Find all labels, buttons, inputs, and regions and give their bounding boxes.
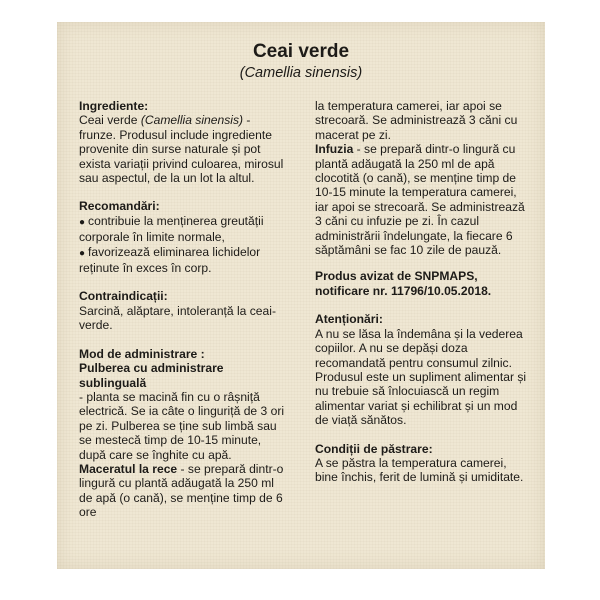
product-title: Ceai verde xyxy=(252,41,350,62)
approval-section xyxy=(315,269,527,298)
administration-continued xyxy=(315,99,527,257)
warnings-text: A nu se lăsa la îndemâna și la vederea copiilor. A nu se depăși doza recomandată pentru consumul zilnic. Produsul este un supliment alimentar și nu trebuie să înlocuiască un regim alimentar variat și echilibrat și un mod de viață sănătos. xyxy=(315,326,527,428)
storage-heading: Condiții de păstrare: xyxy=(315,441,433,456)
infusion-label: Infuzia xyxy=(315,142,354,157)
macerate-text-body: - se prepară dintr-o lingură cu plantă adăugată la 250 ml de apă (o cană), se menține timp de 6 ore xyxy=(79,461,284,520)
left-column xyxy=(79,99,289,534)
contraindications-section xyxy=(79,289,289,332)
powder-heading: Pulberea cu administrare sublinguală xyxy=(79,361,224,390)
contraindications-text: Sarcină, alăptare, intoleranță la ceai-verde. xyxy=(79,303,276,333)
contraindications-heading: Contraindicații: xyxy=(79,289,168,304)
recommendations-heading: Recomandări: xyxy=(79,199,160,214)
right-column xyxy=(315,99,527,499)
administration-heading: Mod de administrare : xyxy=(79,346,205,361)
recommendations-section xyxy=(79,199,289,275)
macerate-continued: la temperatura camerei, iar apoi se strecoară. Se administrează 3 căni cu macerat pe zi. xyxy=(315,99,518,142)
warnings-section xyxy=(315,312,527,427)
recommendation-item: ● favorizează eliminarea lichidelor reținute în exces în corp. xyxy=(79,245,289,276)
approval-text: Produs avizat de SNPMAPS, notificare nr. 11796/10.05.2018. xyxy=(315,269,492,298)
product-label xyxy=(57,22,545,569)
storage-section xyxy=(315,442,527,485)
ingredients-heading: Ingrediente: xyxy=(79,99,149,113)
administration-section xyxy=(79,347,289,520)
warnings-heading: Atenționări: xyxy=(315,312,383,327)
ingredients-latin: (Camellia sinensis) xyxy=(140,113,244,128)
recommendation-item: ● contribuie la menținerea greutății corporale în limite normale, xyxy=(79,214,289,245)
ingredients-section xyxy=(79,99,289,185)
infusion-text xyxy=(315,142,527,257)
label-header xyxy=(57,40,545,82)
infusion-text-body: - se prepară dintr-o lingură cu plantă adăugată la 250 ml de apă clocotită (o cană), se menține timp de 10-15 minute la temperatura camerei, iar apoi se strecoară. Se administrează 3 căni cu infuzie pe zi. În cazul administrării îndelungate, la fiecare 6 săptămâni se fac 10 zile de pauză. xyxy=(315,142,525,258)
ingredients-text-end: - frunze. Produsul include ingrediente provenite din surse naturale și pot exista variații privind culoarea, mirosul sau aspectul, de la un lot la altul. xyxy=(79,113,284,186)
ingredients-text-start: Ceai verde xyxy=(79,113,141,128)
macerate-label: Maceratul la rece xyxy=(79,461,178,476)
powder-text: - planta se macină fin cu o râșniță electrică. Se ia câte o linguriță de 3 ori pe zi. Pulberea se ține sub limbă sau se mestecă timp de 10-15 minute, după care se înghite cu apă. xyxy=(79,389,285,462)
storage-text: A se păstra la temperatura camerei, bine închis, ferit de lumină și umiditate. xyxy=(315,455,524,485)
product-latin-name: (Camellia sinensis) xyxy=(239,65,363,81)
ingredients-text xyxy=(79,113,289,185)
macerate-text xyxy=(79,462,289,520)
